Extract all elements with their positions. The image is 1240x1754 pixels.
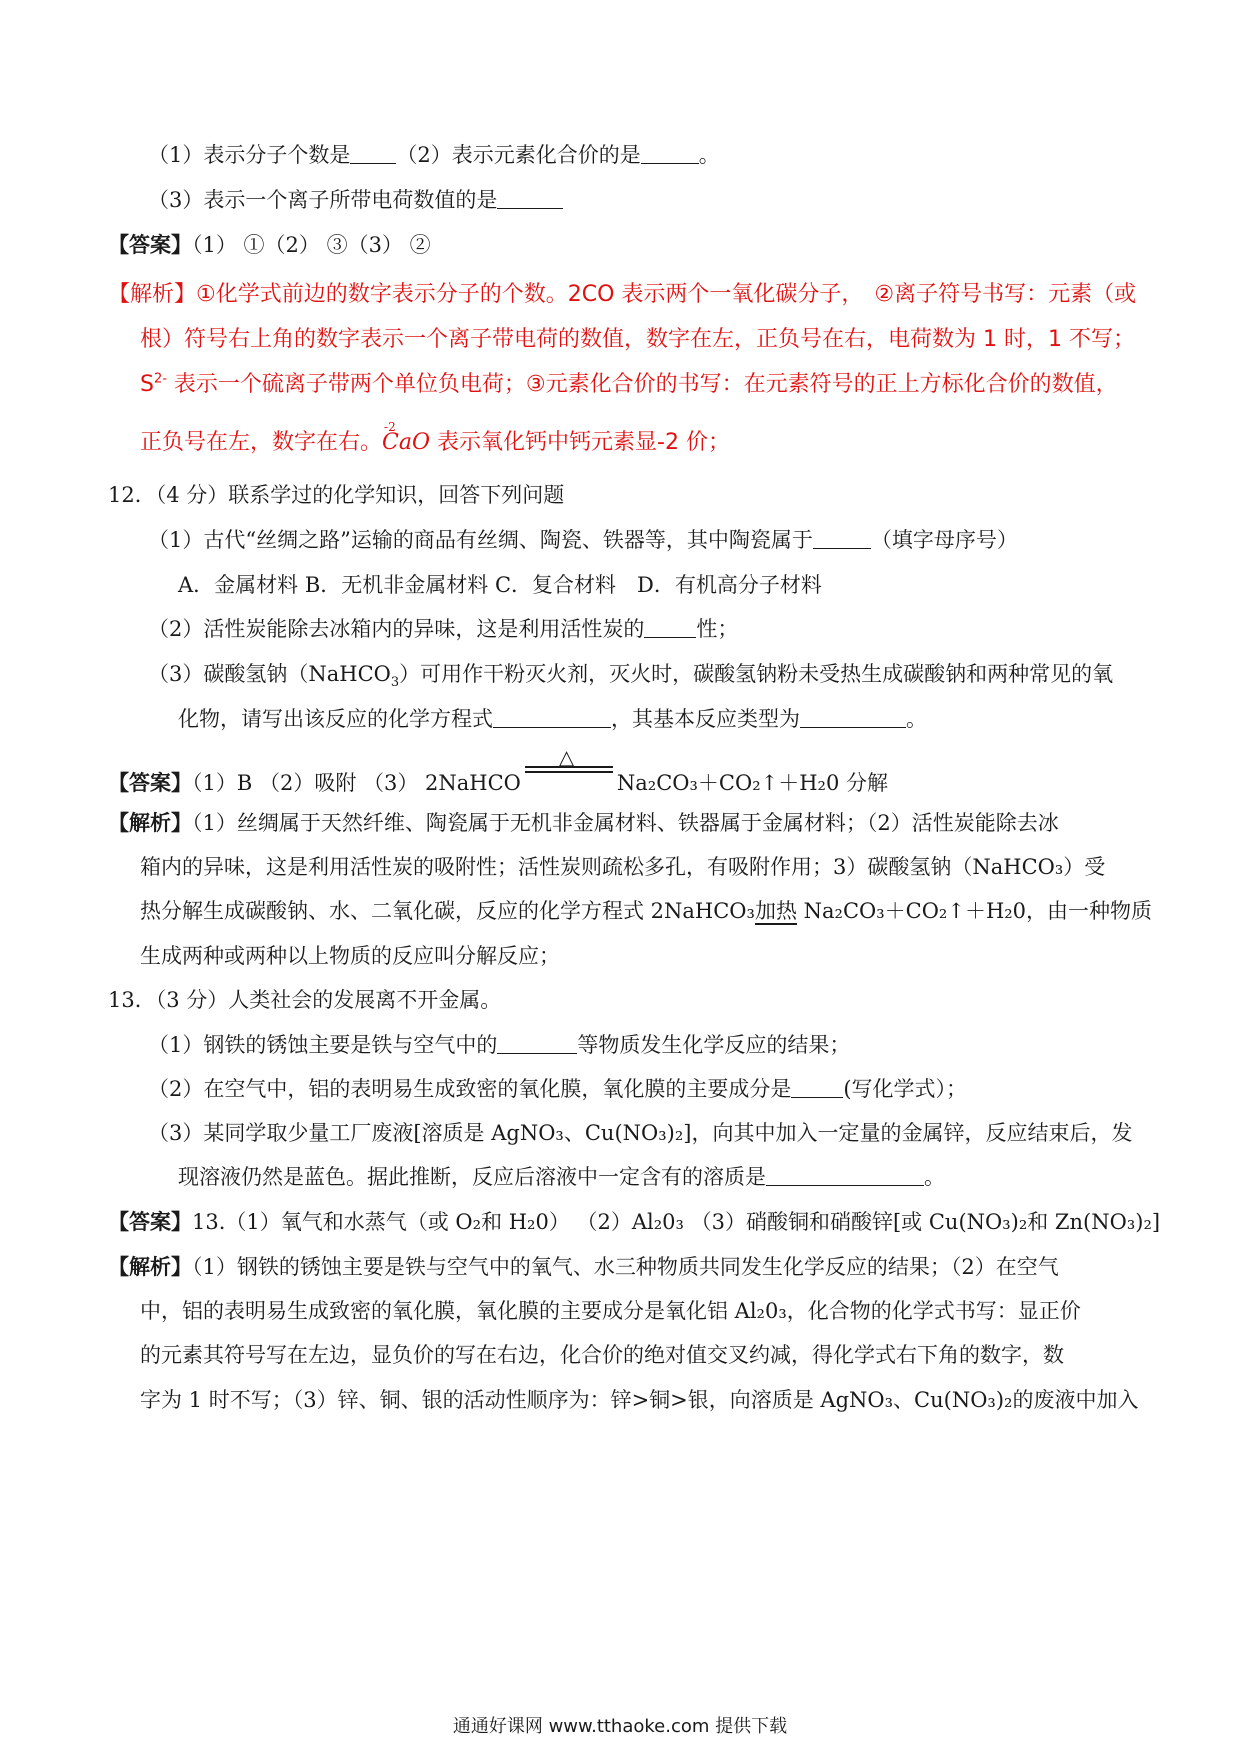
q12-sub2: （2）活性炭能除去冰箱内的异味，这是利用活性炭的 性； [148,617,739,641]
q12-options: A．金属材料 B．无机非金属材料 C．复合材料 D．有机高分子材料 [178,573,822,597]
q11-analysis-line2: 根）符号右上角的数字表示一个离子带电荷的数值，数字在左，正负号在右，电荷数为 1 时，1 不写； [140,327,1135,352]
blank-field [641,143,699,164]
blank-field [493,707,611,728]
q13-sub1: （1）钢铁的锈蚀主要是铁与空气中的 等物质发生化学反应的结果； [148,1033,851,1057]
q12-analysis-line2: 箱内的异味，这是利用活性炭的吸附性；活性炭则疏松多孔，有吸附作用；3）碳酸氢钠（NaHCO₃）受 [140,855,1106,879]
q12-answer: 【答案】（1）B （2）吸附 （3） 2NaHCO △ Na₂CO₃＋CO₂↑＋H₂0 分解 [108,768,888,798]
blank-field [813,528,871,549]
q11-sub1: （1）表示分子个数是 （2）表示元素化合价的是 。 [148,143,720,167]
q12-sub3-line2: 化物，请写出该反应的化学方程式 ，其基本反应类型为 。 [178,707,927,731]
q13-analysis-line2: 中，铝的表明易生成致密的氧化膜，氧化膜的主要成分是氧化铝 Al₂0₃，化合物的化学式书写：显正价 [140,1299,1081,1323]
blank-field [497,188,563,209]
q13-sub3-line2: 现溶液仍然是蓝色。据此推断，反应后溶液中一定含有的溶质是 。 [178,1165,945,1189]
blank-field [350,143,396,164]
q12-analysis-line4: 生成两种或两种以上物质的反应叫分解反应； [140,944,560,968]
q11-analysis-line1: 【解析】①化学式前边的数字表示分子的个数。2CO 表示两个一氧化碳分子， ②离子符号书写：元素（或 [108,282,1137,307]
q13-sub3-line1: （3）某同学取少量工厂废液[溶质是 AgNO₃、Cu(NO₃)₂]，向其中加入一定量的金属锌，反应结束后，发 [148,1121,1133,1145]
q12-sub1: （1）古代“丝绸之路”运输的商品有丝绸、陶瓷、铁器等，其中陶瓷属于 （填字母序号） [148,528,1018,552]
q13-title: 13．（3 分）人类社会的发展离不开金属。 [108,988,502,1012]
valence-formula: -2 CaO [382,420,431,455]
q13-analysis-line3: 的元素其符号写在左边，显负价的写在右边，化合价的绝对值交叉约减，得化学式右下角的数字，数 [140,1343,1064,1367]
q13-analysis-line4: 字为 1 时不写；（3）锌、铜、银的活动性顺序为：锌>铜>银，向溶质是 AgNO₃、Cu(NO₃)₂的废液中加入 [140,1388,1139,1412]
q12-analysis-line1: 【解析】（1）丝绸属于天然纤维、陶瓷属于无机非金属材料、铁器属于金属材料；（2）活性炭能除去冰 [108,810,1059,835]
q11-analysis-line4: 正负号在左，数字在右。 -2 CaO 表示氧化钙中钙元素显-2 价； [140,428,730,458]
page-footer: 通通好课网 www.tthaoke.com 提供下载 [452,1716,788,1737]
q13-analysis-line1: 【解析】（1）钢铁的锈蚀主要是铁与空气中的氧气、水三种物质共同发生化学反应的结果；（2）在空气 [108,1254,1059,1279]
blank-field [766,1165,924,1186]
q12-title: 12．（4 分）联系学过的化学知识，回答下列问题 [108,483,565,507]
q12-sub3-line1: （3）碳酸氢钠（NaHCO$_3$）可用作干粉灭火剂，灭火时，碳酸氢钠粉未受热生成碳酸钠和两种常见的氧 [148,662,1114,691]
q11-sub3: （3）表示一个离子所带电荷数值的是 [148,185,563,215]
q13-answer: 【答案】13.（1）氧气和水蒸气（或 O₂和 H₂0） （2）Al₂0₃ （3）硝酸铜和硝酸锌[或 Cu(NO₃)₂和 Zn(NO₃)₂] [108,1209,1161,1234]
reaction-condition: △ [525,768,613,798]
q12-analysis-line3: 热分解生成碳酸钠、水、二氧化碳，反应的化学方程式 2NaHCO₃加热 Na₂CO₃＋CO₂↑＋H₂0，由一种物质 [140,899,1153,923]
blank-field [497,1033,577,1054]
q13-sub2: （2）在空气中，铝的表明易生成致密的氧化膜，氧化膜的主要成分是 (写化学式）； [148,1077,968,1101]
q11-answer: 【答案】（1） ①（2） ③（3） ② [108,232,431,257]
blank-field [800,707,906,728]
q11-analysis-line3: $S^{2-}$ 表示一个硫离子带两个单位负电荷；③元素化合价的书写：在元素符号的正上方标化合价的数值， [140,371,1118,397]
blank-field [644,617,696,638]
blank-field [791,1077,843,1098]
